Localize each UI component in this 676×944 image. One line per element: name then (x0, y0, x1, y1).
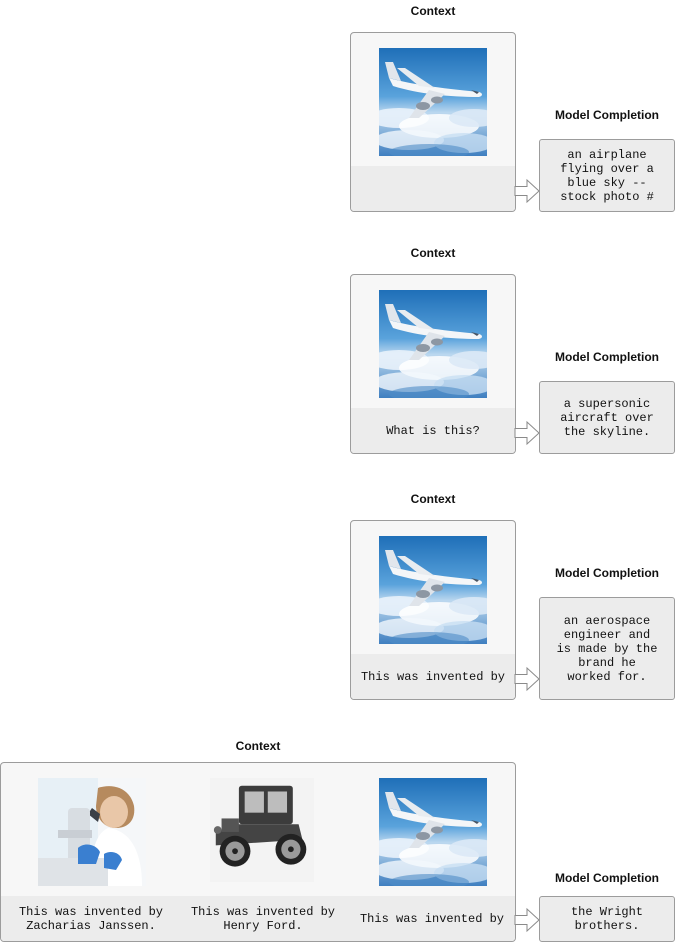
context-box (350, 32, 516, 212)
airplane-image (379, 536, 487, 644)
arrow-icon (514, 907, 540, 933)
context-prompt-1: This was invented by Zacharias Janssen. (18, 905, 164, 933)
context-prompt-3: This was invented by (359, 912, 505, 926)
completion-label: Model Completion (555, 566, 659, 580)
context-box (0, 762, 516, 942)
microscope-image (38, 778, 146, 886)
completion-label: Model Completion (555, 350, 659, 364)
airplane-image (379, 48, 487, 156)
airplane-image (379, 290, 487, 398)
arrow-icon (514, 666, 540, 692)
context-box (350, 520, 516, 700)
airplane-image (379, 778, 487, 886)
completion-label: Model Completion (555, 871, 659, 885)
context-prompt-2: This was invented by Henry Ford. (190, 905, 336, 933)
arrow-icon (514, 420, 540, 446)
context-prompt: This was invented by (351, 654, 515, 699)
context-label: Context (235, 739, 281, 753)
completion-label: Model Completion (555, 108, 659, 122)
vintage-car-image (210, 778, 314, 882)
context-prompt: What is this? (351, 408, 515, 453)
model-completion: the Wright brothers. (539, 896, 675, 942)
model-completion: a supersonic aircraft over the skyline. (539, 381, 675, 454)
model-completion: an airplane flying over a blue sky -- stock photo # (539, 139, 675, 212)
context-prompt (351, 166, 515, 211)
context-label: Context (410, 246, 456, 260)
context-box (350, 274, 516, 454)
context-label: Context (410, 492, 456, 506)
context-label: Context (410, 4, 456, 18)
model-completion: an aerospace engineer and is made by the brand he worked for. (539, 597, 675, 700)
arrow-icon (514, 178, 540, 204)
